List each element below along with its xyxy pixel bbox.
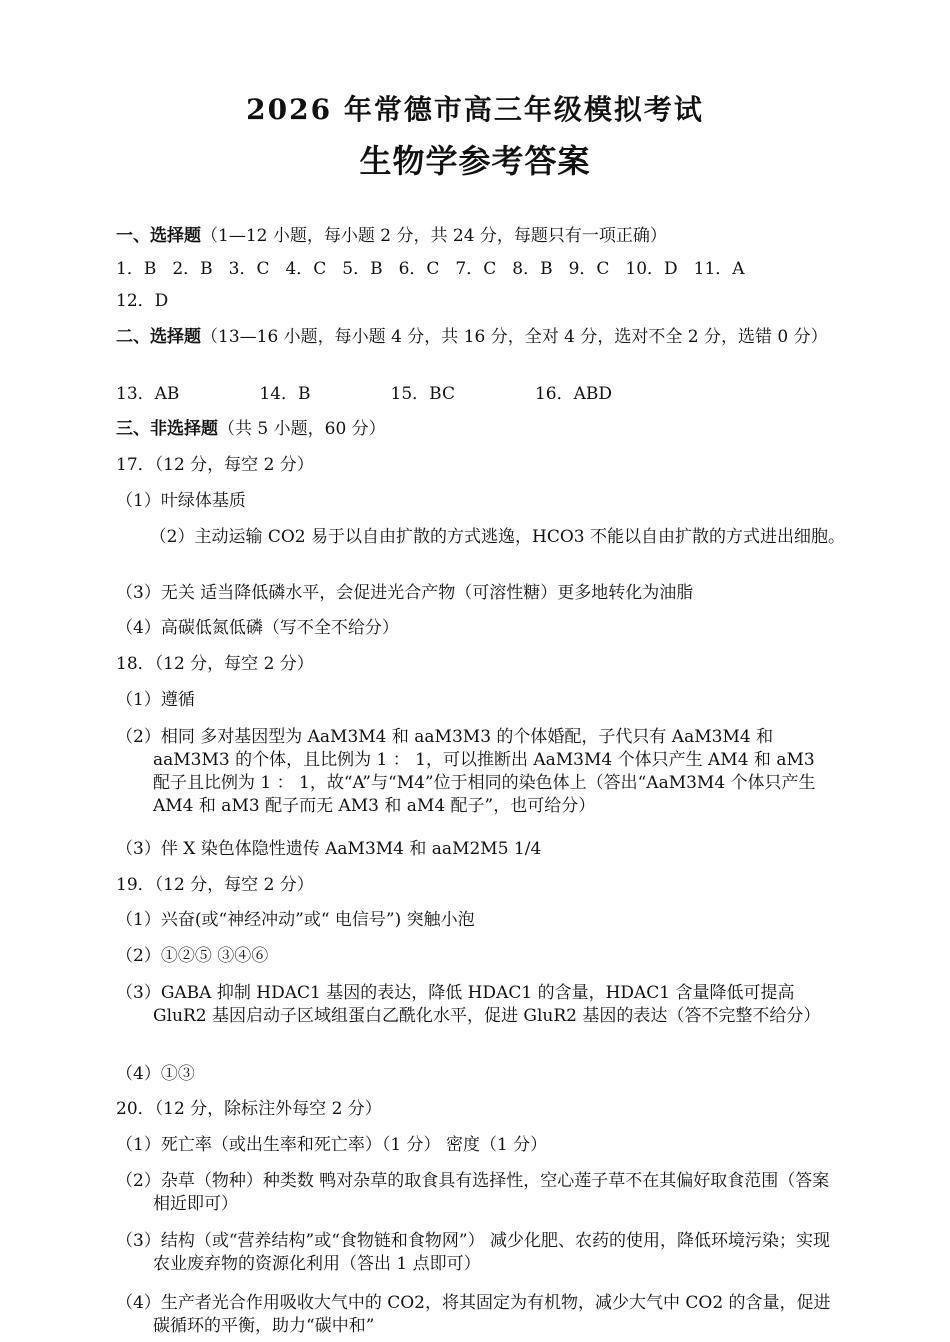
section-1-answers bbox=[116, 258, 761, 281]
choice-answer-7: 7．C bbox=[455, 259, 497, 279]
q18-answer-1: （1）遵循 bbox=[116, 690, 195, 710]
section-3-title: 三、非选择题 bbox=[116, 419, 218, 439]
choice-answer-8: 8．B bbox=[512, 259, 553, 279]
choice-answer-6: 6．C bbox=[398, 259, 440, 279]
q17-header: 17．（12 分，每空 2 分） bbox=[116, 455, 314, 475]
section-1-note: （1—12 小题，每小题 2 分，共 24 分，每题只有一项正确） bbox=[201, 226, 667, 246]
q19-header: 19．（12 分，每空 2 分） bbox=[116, 875, 314, 895]
q18-answer-3: （3）伴 X 染色体隐性遗传 AaM3M4 和 aaM2M5 1/4 bbox=[116, 839, 542, 859]
choice-answer-2: 2．B bbox=[172, 259, 213, 279]
multi-choice-answer-1: 13．AB bbox=[116, 384, 180, 404]
section-3-note: （共 5 小题，60 分） bbox=[218, 419, 386, 439]
q20-answer-4: （4）生产者光合作用吸收大气中的 CO2，将其固定为有机物，减少大气中 CO2 的含量，促进碳循环的平衡，助力“碳中和” bbox=[116, 1293, 831, 1336]
q20-header: 20．（12 分，除标注外每空 2 分） bbox=[116, 1099, 382, 1119]
q19-answer-2: （2）①②⑤ ③④⑥ bbox=[116, 946, 269, 966]
choice-answer-3: 3．C bbox=[228, 259, 270, 279]
choice-answer-10: 10．D bbox=[625, 259, 678, 279]
section-2-note: （13—16 小题，每小题 4 分，共 16 分，全对 4 分，选对不全 2 分，选错 0 分） bbox=[201, 327, 828, 347]
exam-subtitle: 生物学参考答案 bbox=[359, 142, 591, 180]
choice-answer-11: 11．A bbox=[693, 259, 745, 279]
choice-answer-4: 4．C bbox=[285, 259, 327, 279]
q20-answer-3: （3）结构（或“营养结构”或“食物链和食物网”） 减少化肥、农药的使用，降低环境污染；实现农业废弃物的资源化利用（答出 1 点即可） bbox=[116, 1231, 830, 1274]
q19-answer-4: （4）①③ bbox=[116, 1064, 195, 1084]
section-1-title: 一、选择题 bbox=[116, 226, 201, 246]
multi-choice-answer-4: 16．ABD bbox=[534, 384, 613, 404]
q18-answer-2: （2）相同 多对基因型为 AaM3M4 和 aaM3M3 的个体婚配，子代只有 AaM3M4 和 aaM3M3 的个体，且比例为 1 ： 1，可以推断出 AaM3M4 个体只产生 AM4 和 aM3 配子且比例为 1 ： 1，故“A”与“M4”位于相同的染色体上（答出“AaM3M4 个体只产生 AM4 和 aM3 配子而无 AM3 和 aM4 配子”，也可给分） bbox=[116, 727, 816, 816]
q18-header: 18．（12 分，每空 2 分） bbox=[116, 654, 314, 674]
answer-12: 12．D bbox=[116, 291, 169, 311]
q19-answer-1: （1）兴奋(或“神经冲动”或“ 电信号”) 突触小泡 bbox=[116, 910, 475, 930]
choice-answer-5: 5．B bbox=[342, 259, 383, 279]
multi-choice-answer-2: 14．B bbox=[259, 384, 311, 404]
section-3-header bbox=[116, 418, 386, 441]
section-2-answers bbox=[116, 383, 692, 406]
section-2-title: 二、选择题 bbox=[116, 327, 201, 347]
section-1-header bbox=[116, 225, 667, 248]
choice-answer-9: 9．C bbox=[568, 259, 610, 279]
exam-title: 2026 年常德市高三年级模拟考试 bbox=[246, 93, 704, 126]
q17-answer-4: （4）高碳低氮低磷（写不全不给分） bbox=[116, 618, 399, 638]
q17-answer-2: （2）主动运输 CO2 易于以自由扩散的方式逃逸，HCO3 不能以自由扩散的方式进出细胞。 bbox=[149, 527, 845, 547]
multi-choice-answer-3: 15．BC bbox=[390, 384, 455, 404]
q20-answer-1: （1）死亡率（或出生率和死亡率）（1 分） 密度（1 分） bbox=[116, 1135, 548, 1155]
q17-answer-1: （1）叶绿体基质 bbox=[116, 491, 246, 511]
choice-answer-1: 1．B bbox=[116, 259, 157, 279]
q17-answer-3: （3）无关 适当降低磷水平，会促进光合产物（可溶性糖）更多地转化为油脂 bbox=[116, 583, 694, 603]
q20-answer-2: （2）杂草（物种）种类数 鸭对杂草的取食具有选择性，空心莲子草不在其偏好取食范围（答案相近即可） bbox=[116, 1171, 830, 1214]
section-2-header bbox=[116, 326, 863, 349]
q19-answer-3: （3）GABA 抑制 HDAC1 基因的表达，降低 HDAC1 的含量，HDAC1 含量降低可提高 GluR2 基因启动子区域组蛋白乙酰化水平，促进 GluR2 基因的表达（答不完整不给分） bbox=[116, 983, 821, 1026]
